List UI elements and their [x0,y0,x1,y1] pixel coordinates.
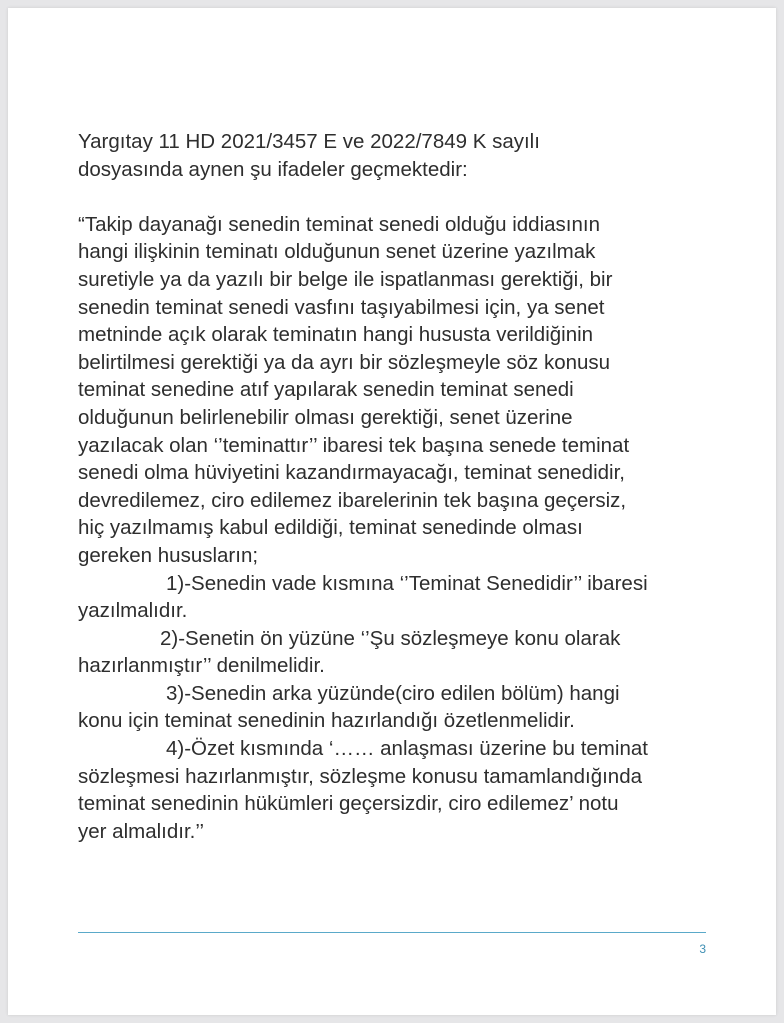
intro-paragraph [78,128,718,183]
intro-line: Yargıtay 11 HD 2021/3457 E ve 2022/7849 K sayılı [78,130,540,153]
footer-divider [78,932,706,933]
quote-line: teminat senedine atıf yapılarak senedin teminat senedi [78,378,574,402]
list-item-2 [78,625,718,680]
list-item-first-line: 1)-Senedin vade kısmına ‘’Teminat Senedidir’’ ibaresi [166,571,648,595]
quote-line: hiç yazılmamış kabul edildiği, teminat senedinde olması [78,516,583,540]
quote-line: gereken hususların; [78,543,259,567]
quote-line: “Takip dayanağı senedin teminat senedi olduğu iddiasının [78,212,600,236]
quote-line: yazılacak olan ‘’teminattır’’ ibaresi tek başına senede teminat [78,433,630,457]
page-number: 3 [699,942,706,956]
list-item-line: yazılmalıdır. [78,599,188,623]
quote-line: belirtilmesi gerektiği ya da ayrı bir sözleşmeyle söz konusu [78,350,611,374]
quote-line: senedin teminat senedi vasfını taşıyabilmesi için, ya senet [78,295,605,319]
quote-line: olduğunun belirlenebilir olması gerektiği, senet üzerine [78,405,573,429]
document-body [78,128,718,845]
list-item-line: sözleşmesi hazırlanmıştır, sözleşme konusu tamamlandığında [78,764,643,788]
list-item-first-line: 3)-Senedin arka yüzünde(ciro edilen bölüm) hangi [166,681,620,705]
paragraph-gap [78,183,718,211]
list-item-first-line: 2)-Senetin ön yüzüne ‘’Şu sözleşmeye konu olarak [160,626,621,650]
list-item-line: teminat senedinin hükümleri geçersizdir, ciro edilemez’ notu [78,792,619,816]
list-item-3 [78,680,718,735]
list-item-line: konu için teminat senedinin hazırlandığı özetlenmelidir. [78,709,575,733]
list-item-line: hazırlanmıştır’’ denilmelidir. [78,654,325,678]
list-item-4 [78,735,718,845]
quote-line: hangi ilişkinin teminatı olduğunun senet üzerine yazılmak [78,240,596,264]
intro-line: dosyasında aynen şu ifadeler geçmektedir: [78,157,468,181]
quote-line: senedi olma hüviyetini kazandırmayacağı, teminat senedidir, [78,461,625,485]
list-item-1 [78,570,718,625]
quote-line: metninde açık olarak teminatın hangi hususta verildiğinin [78,323,594,347]
quote-paragraph [78,211,718,570]
list-item-line: yer almalıdır.’’ [78,819,205,843]
document-page [8,8,776,1015]
quote-line: suretiyle ya da yazılı bir belge ile ispatlanması gerektiği, bir [78,267,613,291]
quote-line: devredilemez, ciro edilemez ibarelerinin tek başına geçersiz, [78,488,627,512]
list-item-first-line: 4)-Özet kısmında ‘…… anlaşması üzerine bu teminat [166,737,648,761]
